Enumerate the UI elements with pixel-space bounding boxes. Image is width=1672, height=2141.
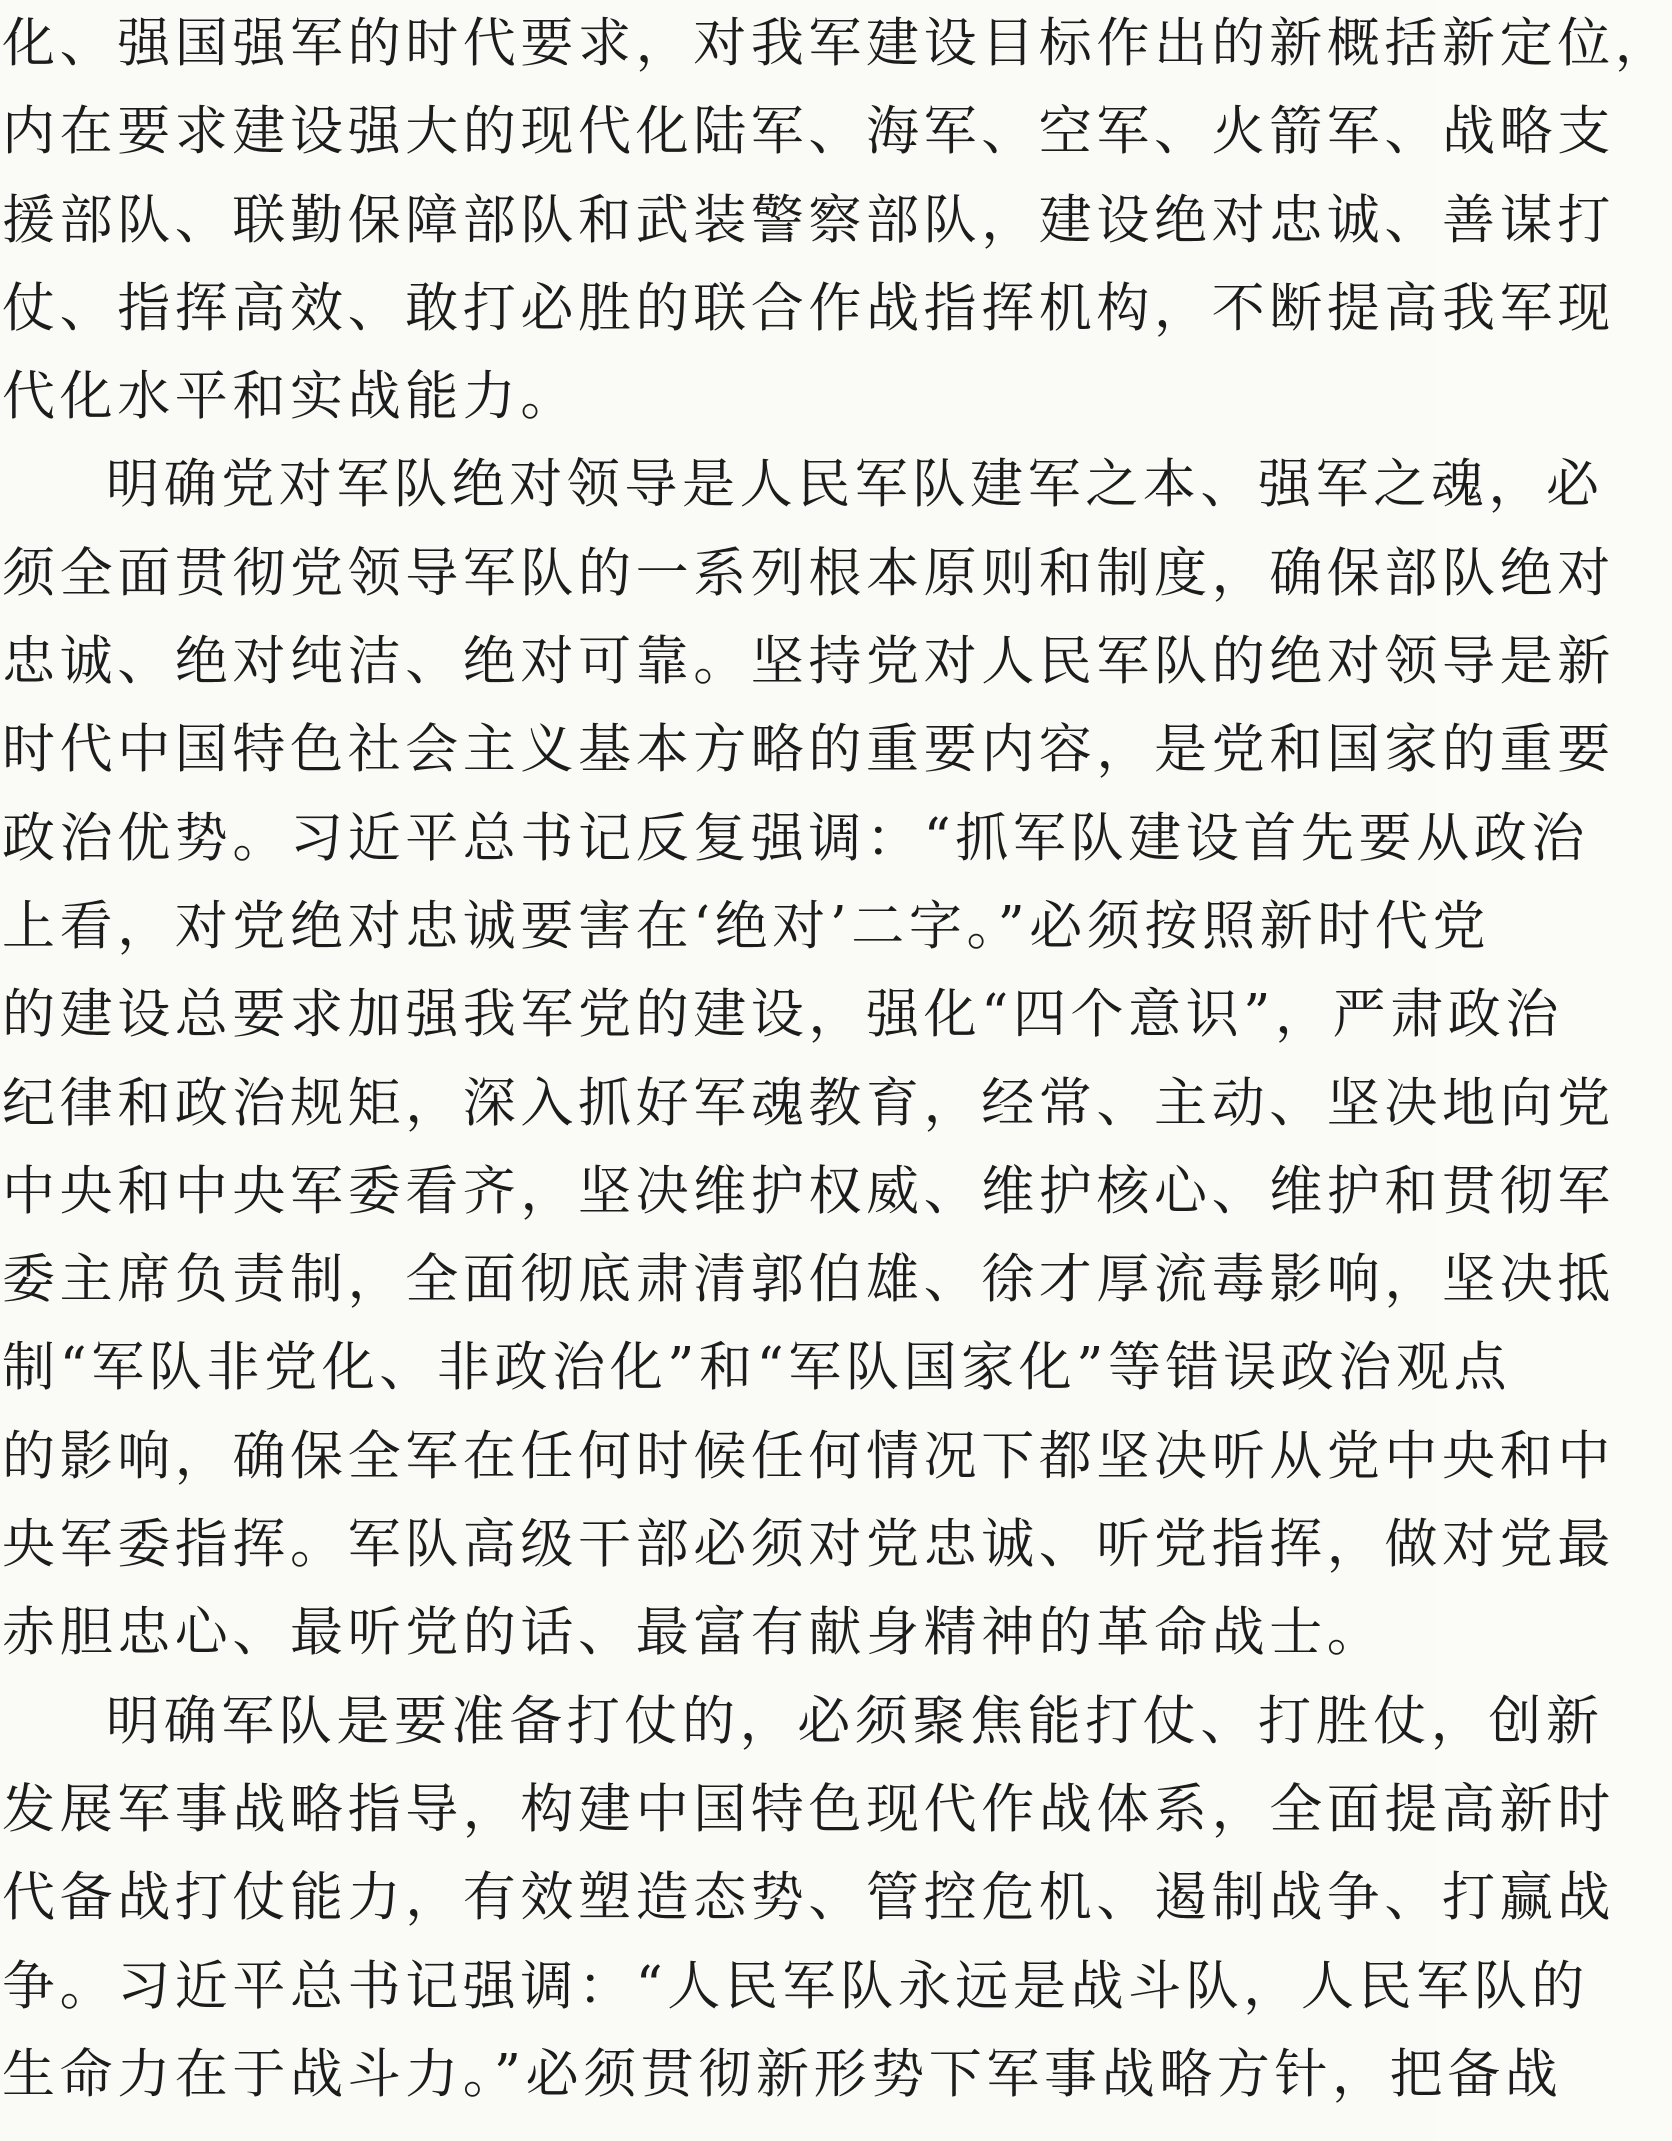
text-line: 争。习近平总书记强调：“人民军队永远是战斗队，人民军队的 (2, 1955, 1589, 2017)
text-line: 的建设总要求加强我军党的建设，强化“四个意识”，严肃政治 (2, 984, 1563, 1046)
text-line: 的影响，确保全军在任何时候任何情况下都坚决听从党中央和中 (2, 1425, 1615, 1487)
text-line: 纪律和政治规矩，深入抓好军魂教育，经常、主动、坚决地向党 (2, 1072, 1615, 1134)
text-line: 须全面贯彻党领导军队的一系列根本原则和制度，确保部队绝对 (2, 542, 1615, 604)
text-line: 委主席负责制，全面彻底肃清郭伯雄、徐才厚流毒影响，坚决抵 (2, 1249, 1615, 1311)
text-line: 援部队、联勤保障部队和武装警察部队，建设绝对忠诚、善谋打 (2, 189, 1615, 251)
text-line: 代化水平和实战能力。 (2, 366, 578, 428)
text-line: 忠诚、绝对纯洁、绝对可靠。坚持党对人民军队的绝对领导是新 (2, 631, 1615, 693)
text-line: 赤胆忠心、最听党的话、最富有献身精神的革命战士。 (2, 1602, 1385, 1664)
text-line: 代备战打仗能力，有效塑造态势、管控危机、遏制战争、打赢战 (2, 1867, 1615, 1929)
text-line: 发展军事战略指导，构建中国特色现代作战体系，全面提高新时 (2, 1778, 1615, 1840)
text-line: 上看，对党绝对忠诚要害在‘绝对’二字。”必须按照新时代党 (2, 895, 1491, 957)
text-line: 时代中国特色社会主义基本方略的重要内容，是党和国家的重要 (2, 719, 1615, 781)
text-line: 化、强国强军的时代要求，对我军建设目标作出的新概括新定位， (2, 13, 1672, 74)
text-line: 央军委指挥。军队高级干部必须对党忠诚、听党指挥，做对党最 (2, 1514, 1615, 1576)
paragraph-first-line: 明确军队是要准备打仗的，必须聚焦能打仗、打胜仗，创新 (106, 1690, 1604, 1752)
body-text (2, 0, 1672, 2119)
text-line: 制“军队非党化、非政治化”和“军队国家化”等错误政治观点 (2, 1337, 1512, 1399)
paragraph-first-line: 明确党对军队绝对领导是人民军队建军之本、强军之魂，必 (106, 454, 1604, 516)
text-line: 仗、指挥高效、敢打必胜的联合作战指挥机构，不断提高我军现 (2, 277, 1615, 339)
text-line: 中央和中央军委看齐，坚决维护权威、维护核心、维护和贯彻军 (2, 1160, 1615, 1222)
text-line: 内在要求建设强大的现代化陆军、海军、空军、火箭军、战略支 (2, 101, 1615, 163)
text-line: 生命力在于战斗力。”必须贯彻新形势下军事战略方针，把备战 (2, 2043, 1563, 2105)
text-line: 政治优势。习近平总书记反复强调：“抓军队建设首先要从政治 (2, 807, 1589, 869)
